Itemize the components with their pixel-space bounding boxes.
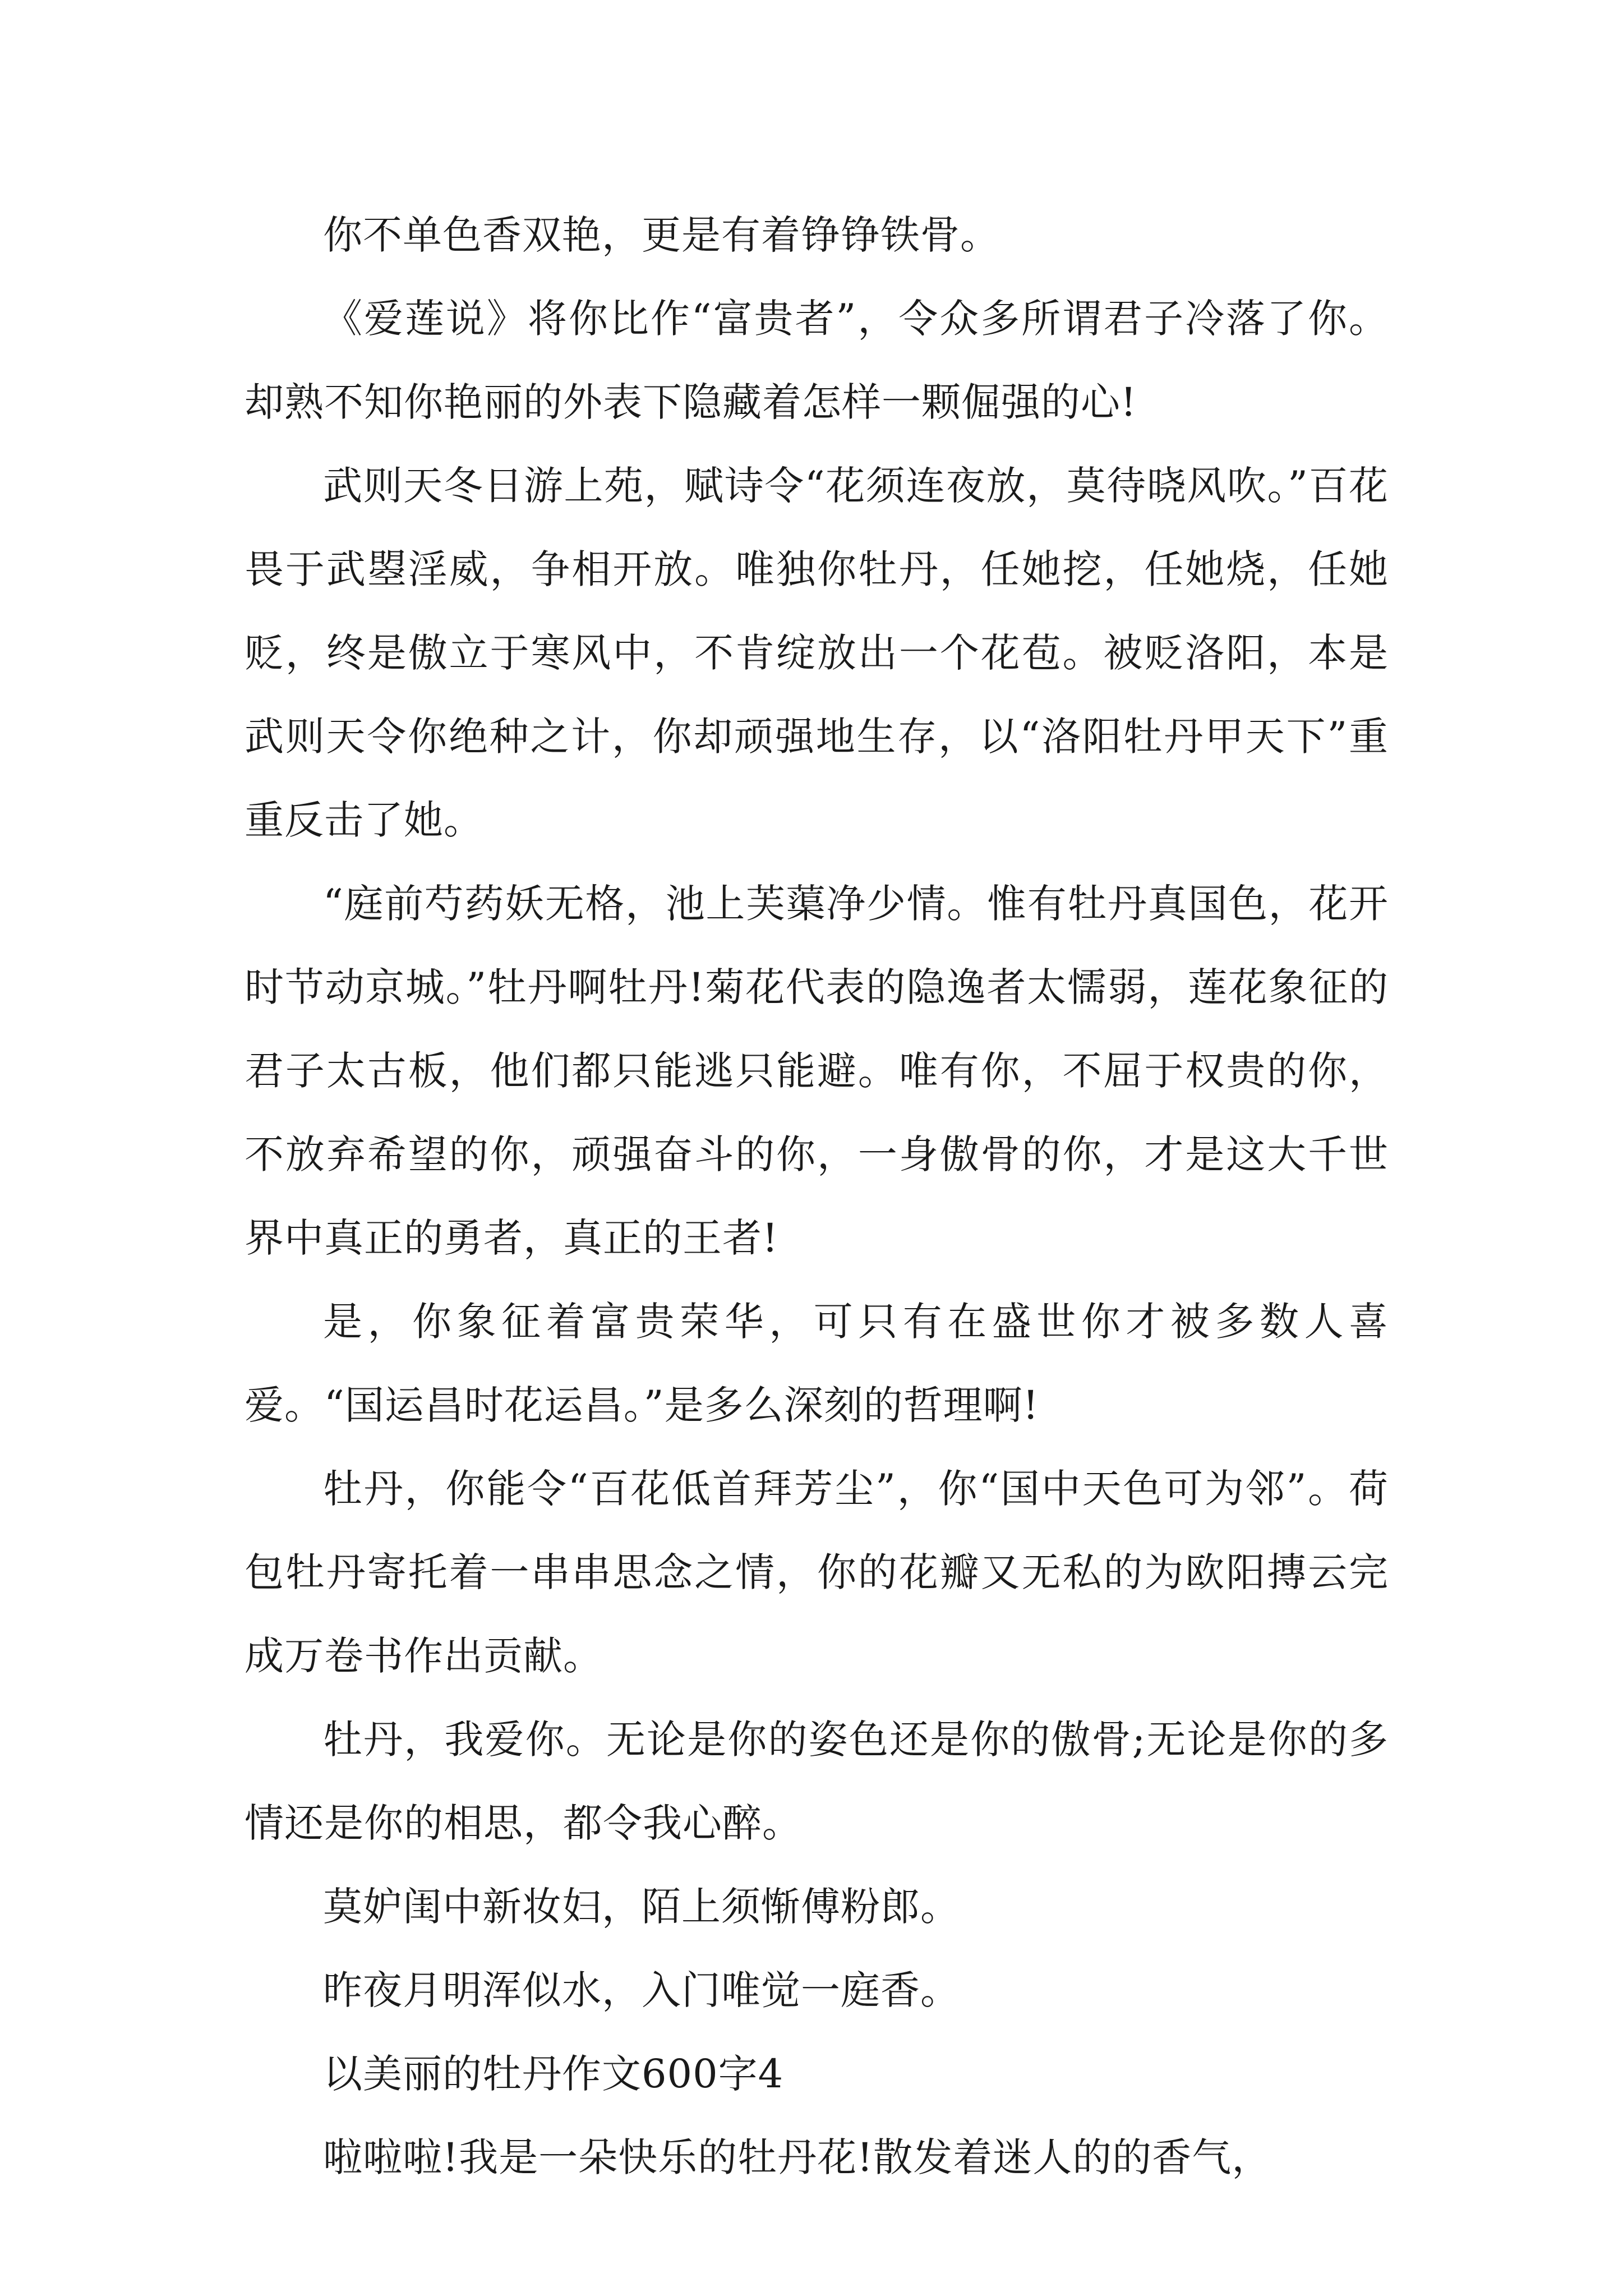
poem-line-1: 莫妒闺中新妆妇，陌上须惭傅粉郎。 — [323, 1884, 960, 1930]
paragraph-7: 牡丹，我爱你。无论是你的姿色还是你的傲骨;无论是你的多情还是你的相思，都令我心醉。 — [245, 1717, 1389, 1846]
paragraph-8: 啦啦啦!我是一朵快乐的牡丹花!散发着迷人的的香气， — [323, 2134, 1272, 2180]
paragraph-4: “庭前芍药妖无格，池上芙蕖净少情。惟有牡丹真国色，花开时节动京城。”牡丹啊牡丹!菊花代表的隐逸者太懦弱，莲花象征的君子太古板，他们都只能逃只能避。唯有你，不屈于权贵的你，不放弃希望的你，顽强奋斗的你，一身傲骨的你，才是这大千世界中真正的勇者，真正的王者! — [245, 881, 1389, 1261]
document-body — [245, 194, 1389, 2200]
paragraph-2: 《爱莲说》将你比作“富贵者”，令众多所谓君子冷落了你。却熟不知你艳丽的外表下隐藏着怎样一颗倔强的心! — [245, 296, 1389, 425]
paragraph-3: 武则天冬日游上苑，赋诗令“花须连夜放，莫待晓风吹。”百花畏于武曌淫威，争相开放。唯独你牡丹，任她挖，任她烧，任她贬，终是傲立于寒风中，不肯绽放出一个花苞。被贬洛阳，本是武则天令你绝种之计，你却顽强地生存，以“洛阳牡丹甲天下”重重反击了她。 — [245, 463, 1389, 843]
poem-line-2: 昨夜月明浑似水，入门唯觉一庭香。 — [323, 1967, 960, 2013]
paragraph-5: 是，你象征着富贵荣华，可只有在盛世你才被多数人喜爱。“国运昌时花运昌。”是多么深刻的哲理啊! — [245, 1299, 1389, 1428]
paragraph-6: 牡丹，你能令“百花低首拜芳尘”，你“国中天色可为邻”。荷包牡丹寄托着一串串思念之情，你的花瓣又无私的为欧阳摶云完成万卷书作出贡献。 — [245, 1466, 1389, 1679]
section-heading: 以美丽的牡丹作文600字4 — [323, 2051, 784, 2097]
paragraph-1: 你不单色香双艳，更是有着铮铮铁骨。 — [323, 212, 1000, 258]
